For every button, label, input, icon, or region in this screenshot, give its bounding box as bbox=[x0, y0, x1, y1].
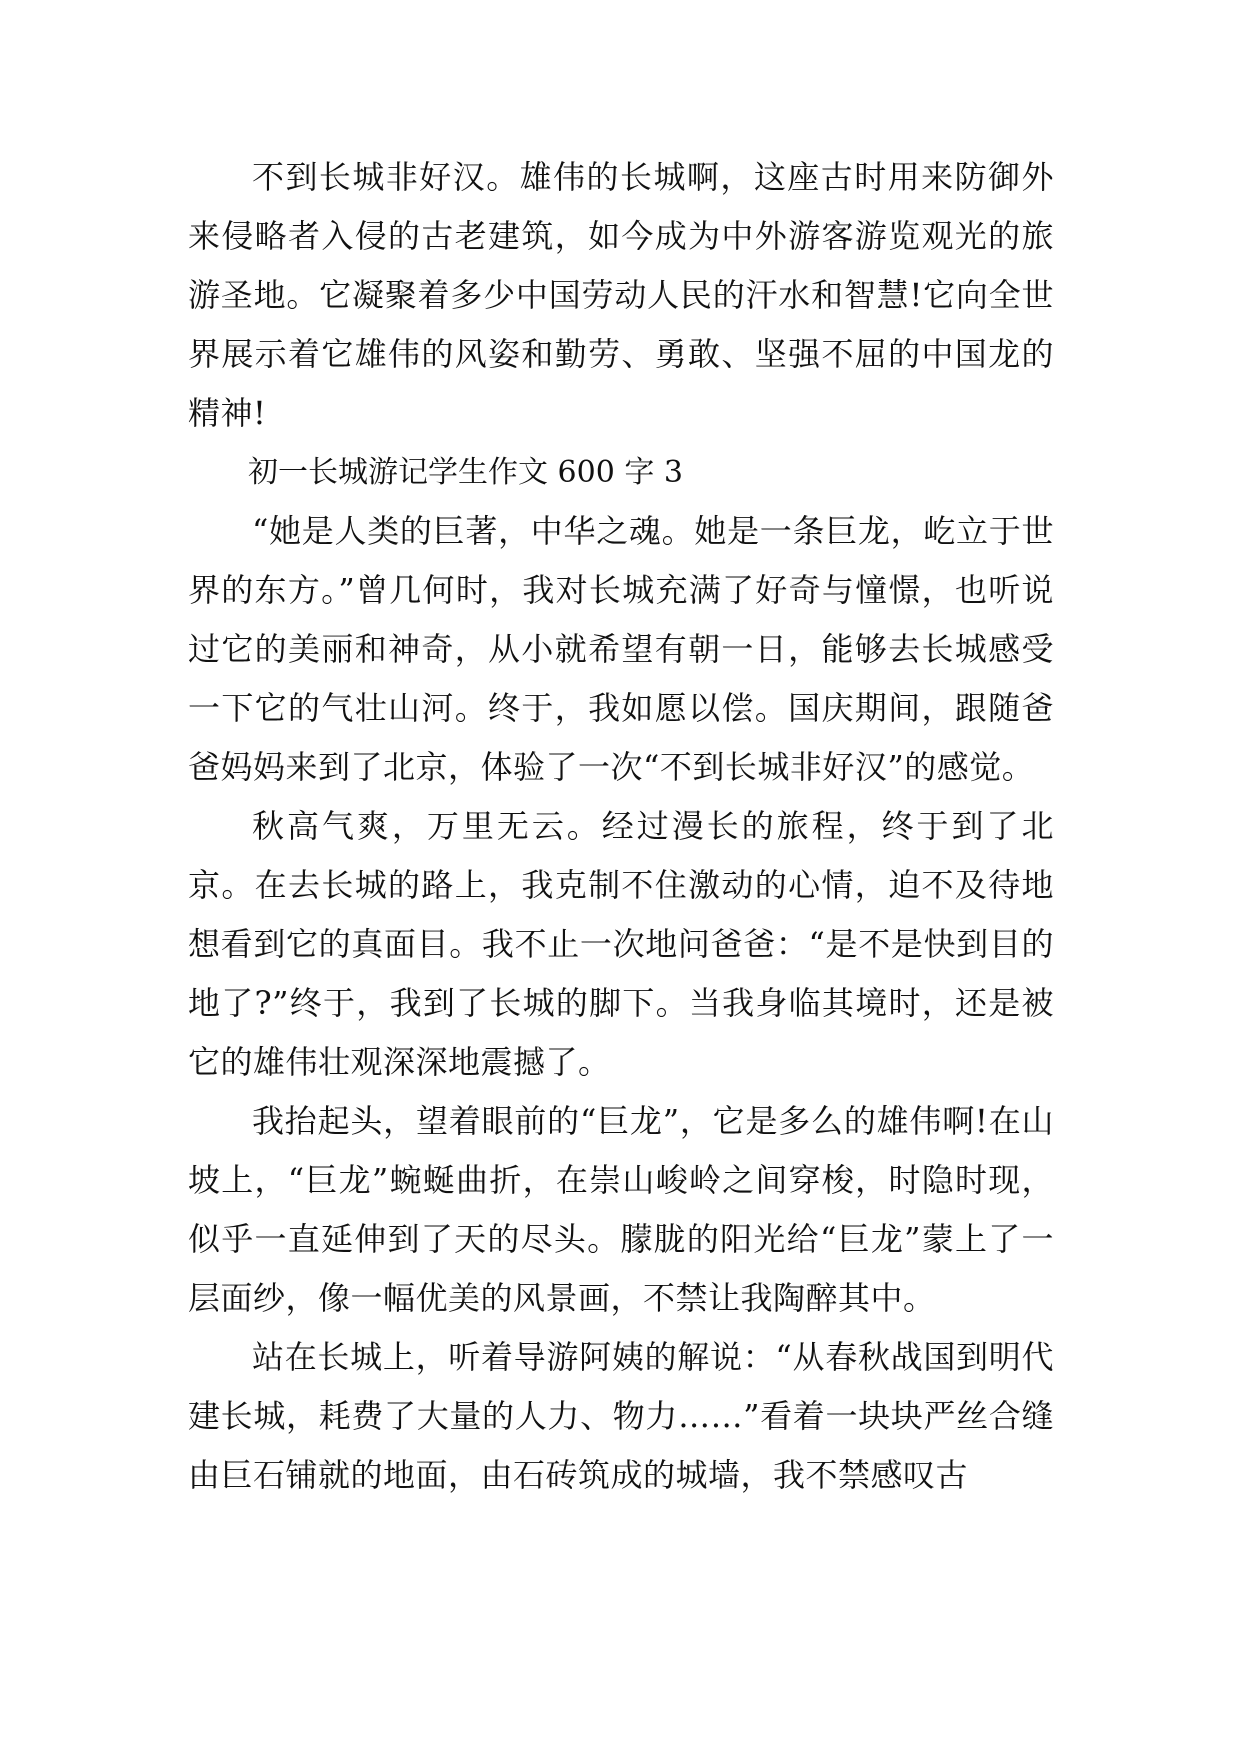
paragraph-autumn: 秋高气爽，万里无云。经过漫长的旅程，终于到了北京。在去长城的路上，我克制不住激动的心情，迫不及待地想看到它的真面目。我不止一次地问爸爸：“是不是快到目的地了?”终于，我到了长城的脚下。当我身临其境时，还是被它的雄伟壮观深深地震撼了。 bbox=[188, 807, 1054, 1081]
paragraph-dragon: 我抬起头，望着眼前的“巨龙”，它是多么的雄伟啊!在山坡上，“巨龙”蜿蜒曲折，在崇山峻岭之间穿梭，时隐时现，似乎一直延伸到了天的尽头。朦胧的阳光给“巨龙”蒙上了一层面纱，像一幅优美的风景画，不禁让我陶醉其中。 bbox=[188, 1102, 1054, 1317]
paragraph-intro: 不到长城非好汉。雄伟的长城啊，这座古时用来防御外来侵略者入侵的古老建筑，如今成为中外游客游览观光的旅游圣地。它凝聚着多少中国劳动人民的汗水和智慧!它向全世界展示着它雄伟的风姿和勤劳、勇敢、坚强不屈的中国龙的精神! bbox=[188, 158, 1054, 432]
essay-body bbox=[188, 148, 1054, 1505]
paragraph-quote: “她是人类的巨著，中华之魂。她是一条巨龙，屹立于世界的东方。”曾几何时，我对长城充满了好奇与憧憬，也听说过它的美丽和神奇，从小就希望有朝一日，能够去长城感受一下它的气壮山河。终于，我如愿以偿。国庆期间，跟随爸爸妈妈来到了北京，体验了一次“不到长城非好汉”的感觉。 bbox=[188, 512, 1054, 786]
paragraph-guide: 站在长城上，听着导游阿姨的解说：“从春秋战国到明代建长城，耗费了大量的人力、物力……”看着一块块严丝合缝由巨石铺就的地面，由石砖筑成的城墙，我不禁感叹古 bbox=[188, 1338, 1054, 1494]
essay-title: 初一长城游记学生作文 600 字 3 bbox=[248, 455, 683, 490]
